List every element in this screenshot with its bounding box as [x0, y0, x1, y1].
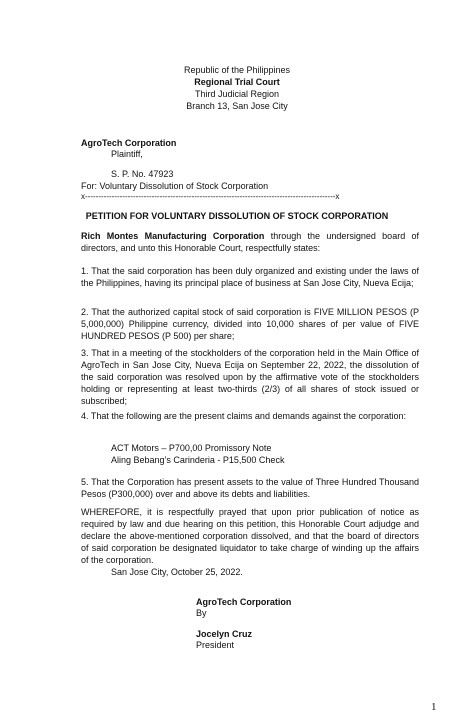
paragraph-1: 1. That the said corporation has been duly organized and existing under the laws of the Philippines, having its principal place of business at San Jose City, Nueva Ecija; [81, 266, 419, 288]
petition-title: PETITION FOR VOLUNTARY DISSOLUTION OF STOCK CORPORATION [85, 211, 389, 221]
paragraph-3: 3. That in a meeting of the stockholders of the corporation held in the Main Office of AgroTech in San Jose City, Nueva Ecija on September 22, 2022, the dissolution of the said corporation was resolved upon by the affirmative vote of the stockholders holding or representing at least two-thirds (2/3) of all shares of stock issued or subscribed; [81, 348, 419, 406]
caption-country: Republic of the Philippines [183, 65, 291, 75]
place-date: San Jose City, October 25, 2022. [111, 567, 243, 577]
case-number: S. P. No. 47923 [111, 169, 174, 179]
signatory-by: By [196, 608, 207, 618]
intro-rest: through the undersigned board of directors, and unto this Honorable Court, respectfully states: [81, 231, 420, 253]
petitioner-role: Plaintiff, [111, 149, 143, 159]
page-number: 1 [431, 701, 437, 713]
paragraph-2: 2. That the authorized capital stock of said corporation is FIVE MILLION PESOS (P 5,000,000) Philippine currency, divided into 10,000 shares of per value of FIVE HUNDRED PESOS (P 500) per share; [81, 307, 419, 341]
caption-court: Regional Trial Court [194, 77, 280, 87]
signatory-corporation: AgroTech Corporation [196, 597, 292, 607]
intro-lead: Rich Montes Manufacturing Corporation [81, 231, 265, 241]
claim-item: Aling Bebang’s Carinderia - P15,500 Check [111, 455, 285, 465]
caption-divider: x----------------------------------------------------------------------------------------------x [81, 192, 340, 201]
intro-paragraph [81, 230, 419, 254]
petitioner-name: AgroTech Corporation [81, 138, 177, 148]
case-subject: For: Voluntary Dissolution of Stock Corporation [81, 181, 269, 191]
paragraph-5: 5. That the Corporation has present assets to the value of Three Hundred Thousand Pesos (P300,000) over and above its debts and liabilities. [81, 477, 419, 499]
signatory-name: Jocelyn Cruz [196, 629, 253, 639]
claim-item: ACT Motors – P700,00 Promissory Note [111, 443, 272, 453]
signatory-title: President [196, 640, 235, 650]
caption-region: Third Judicial Region [194, 89, 280, 99]
paragraph-4: 4. That the following are the present claims and demands against the corporation: [81, 411, 407, 421]
wherefore-paragraph: WHEREFORE, it is respectfully prayed that upon prior publication of notice as required by law and due hearing on this petition, this Honorable Court adjudge and declare the above-mentioned corporation dissolved, and that the board of directors of said corporation be designated liquidator to take charge of winding up the affairs of the corporation. [81, 507, 419, 565]
caption-branch: Branch 13, San Jose City [186, 101, 288, 111]
